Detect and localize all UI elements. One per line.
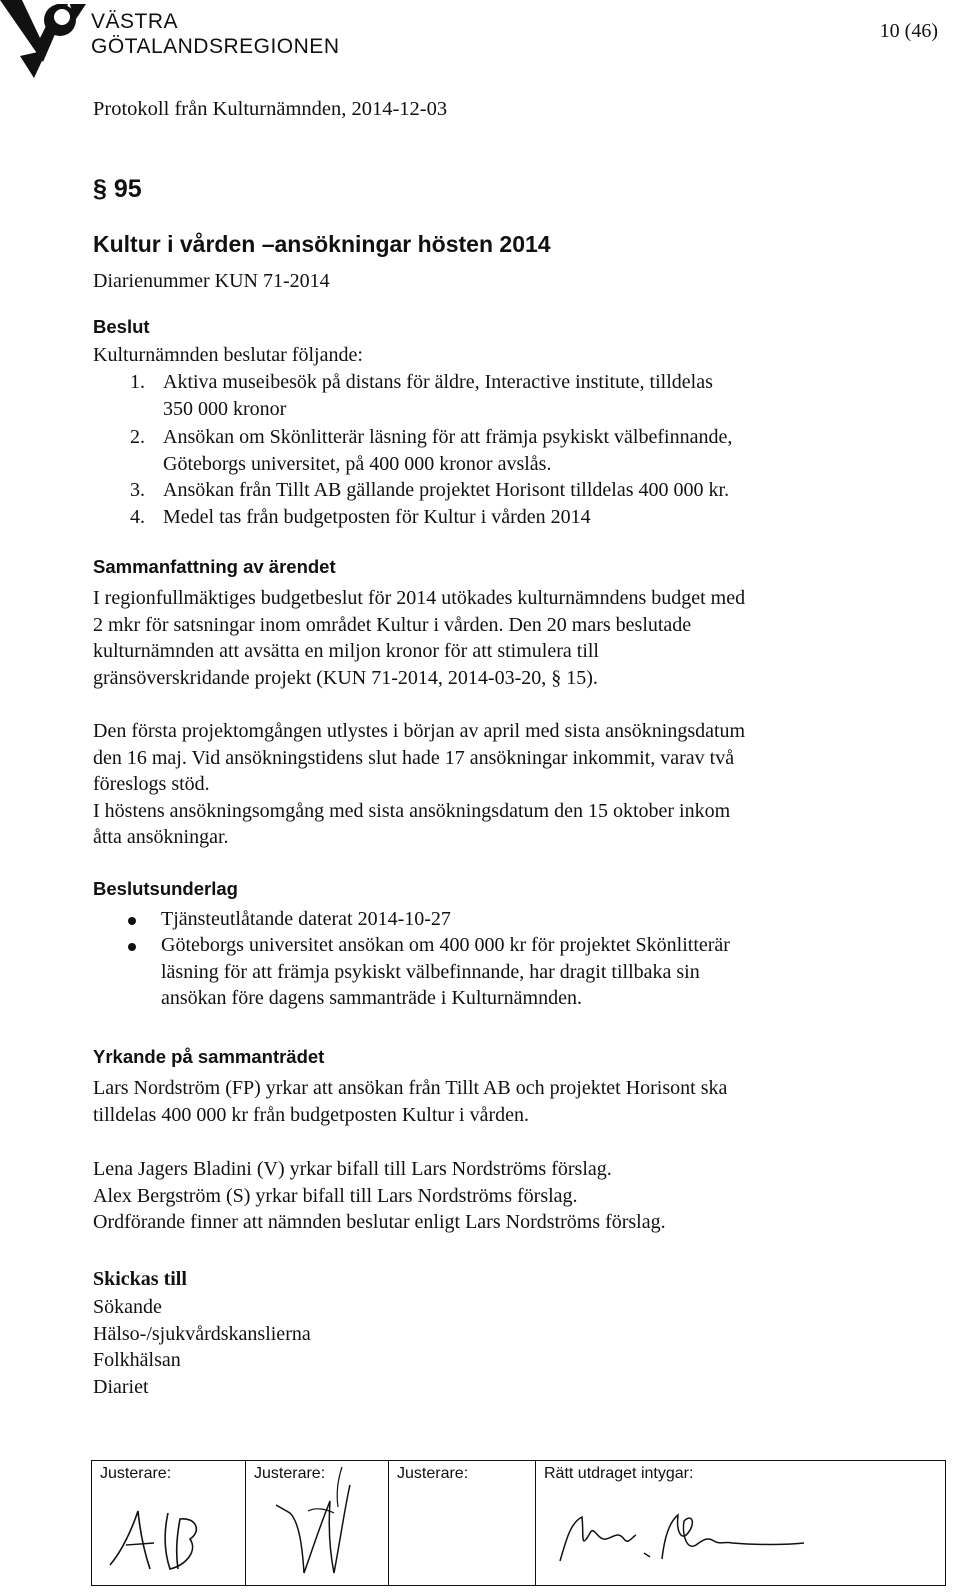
item-number: 3. xyxy=(130,479,145,501)
skickas-heading: Skickas till xyxy=(93,1268,187,1290)
text-line: I höstens ansökningsomgång med sista ansökningsdatum den 15 oktober inkom xyxy=(93,799,731,822)
sammanfattning-heading: Sammanfattning av ärendet xyxy=(93,556,336,577)
item-line: Tjänsteutlåtande daterat 2014-10-27 xyxy=(161,908,451,930)
signature-cell xyxy=(246,1461,389,1585)
item-line: Medel tas från budgetposten för Kultur i vården 2014 xyxy=(163,506,591,528)
text-line: I regionfullmäktiges budgetbeslut för 2014 utökades kulturnämndens budget med xyxy=(93,587,746,609)
signature-cell xyxy=(536,1461,945,1585)
item-text xyxy=(161,932,730,1012)
item-line: Ansökan från Tillt AB gällande projektet Horisont tilldelas 400 000 kr. xyxy=(163,479,730,501)
item-line: läsning för att främja psykiskt välbefinnande, har dragit tillbaka sin xyxy=(161,960,700,983)
yrkande-paragraph-2 xyxy=(93,1156,933,1236)
signature-table xyxy=(91,1460,946,1586)
recipient: Sökande xyxy=(93,1296,162,1318)
org-name-line1: VÄSTRA xyxy=(91,10,179,33)
text-line: tilldelas 400 000 kr från budgetposten Kultur i vården. xyxy=(93,1103,530,1126)
yrkande-paragraph-1 xyxy=(93,1075,933,1128)
beslut-item xyxy=(130,369,713,422)
item-line: Ansökan om Skönlitterär läsning för att främja psykiskt välbefinnande, xyxy=(163,426,733,448)
item-line: Aktiva museibesök på distans för äldre, Interactive institute, tilldelas xyxy=(163,371,713,393)
item-text xyxy=(163,477,729,504)
item-number: 4. xyxy=(130,506,145,528)
signature-label: Justerare: xyxy=(397,1465,469,1482)
recipient-list xyxy=(93,1294,311,1400)
text-line: Alex Bergström (S) yrkar bifall till Lars Nordströms förslag. xyxy=(93,1184,578,1207)
organization-name xyxy=(91,9,339,59)
text-line: kulturnämnden att avsätta en miljon kronor för att stimulera till xyxy=(93,640,599,662)
text-line: Lena Jagers Bladini (V) yrkar bifall till Lars Nordströms förslag. xyxy=(93,1158,612,1180)
signature-cell xyxy=(389,1461,536,1585)
diarienummer: Diarienummer KUN 71-2014 xyxy=(93,270,330,292)
yrkande-heading: Yrkande på sammanträdet xyxy=(93,1046,325,1067)
text-line: den 16 maj. Vid ansökningstidens slut hade 17 ansökningar inkommit, varav två xyxy=(93,746,735,769)
text-line: Lars Nordström (FP) yrkar att ansökan från Tillt AB och projektet Horisont ska xyxy=(93,1077,728,1099)
item-number: 1. xyxy=(130,371,145,393)
region-logo-icon xyxy=(0,0,86,78)
item-text xyxy=(163,504,591,531)
signature-drawing xyxy=(92,1461,246,1585)
item-number: 2. xyxy=(130,426,145,448)
signature-label: Justerare: xyxy=(100,1465,172,1482)
list-item xyxy=(128,906,451,933)
beslutsunderlag-heading: Beslutsunderlag xyxy=(93,878,238,899)
item-line: Göteborgs universitet, på 400 000 kronor avslås. xyxy=(163,452,552,475)
bullet-icon xyxy=(128,917,136,925)
text-line: föreslogs stöd. xyxy=(93,773,210,795)
item-text xyxy=(161,906,451,933)
paragraph-number: § 95 xyxy=(93,175,142,203)
item-text xyxy=(163,424,732,477)
text-line: åtta ansökningar. xyxy=(93,826,229,848)
text-line: 2 mkr för satsningar inom området Kultur i vården. Den 20 mars beslutade xyxy=(93,613,692,636)
beslut-intro: Kulturnämnden beslutar följande: xyxy=(93,344,363,366)
item-line: 350 000 kronor xyxy=(163,397,287,420)
recipient: Diariet xyxy=(93,1375,149,1398)
item-line: Göteborgs universitet ansökan om 400 000 kr för projektet Skönlitterär xyxy=(161,934,730,956)
beslut-heading: Beslut xyxy=(93,316,150,337)
page-number: 10 (46) xyxy=(879,20,938,42)
item-text xyxy=(163,369,713,422)
sammanfattning-paragraph-2 xyxy=(93,718,933,851)
beslut-item xyxy=(130,504,591,531)
item-line: ansökan före dagens sammanträde i Kulturnämnden. xyxy=(161,987,582,1009)
text-line: Ordförande finner att nämnden beslutar enligt Lars Nordströms förslag. xyxy=(93,1211,666,1233)
list-item xyxy=(128,932,730,1012)
text-line: gränsöverskridande projekt (KUN 71-2014, 2014-03-20, § 15). xyxy=(93,666,598,689)
signature-drawing xyxy=(536,1461,944,1585)
beslut-item xyxy=(130,477,729,504)
protocol-title: Protokoll från Kulturnämnden, 2014-12-03 xyxy=(93,98,448,120)
recipient: Hälso-/sjukvårdskanslierna xyxy=(93,1322,311,1345)
sammanfattning-paragraph-1 xyxy=(93,585,933,691)
beslut-item xyxy=(130,424,732,477)
recipient: Folkhälsan xyxy=(93,1349,181,1371)
text-line: Den första projektomgången utlystes i början av april med sista ansökningsdatum xyxy=(93,720,746,742)
signature-drawing xyxy=(246,1461,389,1585)
signature-cell xyxy=(92,1461,246,1585)
bullet-icon xyxy=(128,943,136,951)
org-name-line2: GÖTALANDSREGIONEN xyxy=(91,35,340,58)
signature-label: Rätt utdraget intygar: xyxy=(544,1465,694,1482)
signature-label: Justerare: xyxy=(254,1465,326,1482)
document-title: Kultur i vården –ansökningar hösten 2014 xyxy=(93,231,551,257)
